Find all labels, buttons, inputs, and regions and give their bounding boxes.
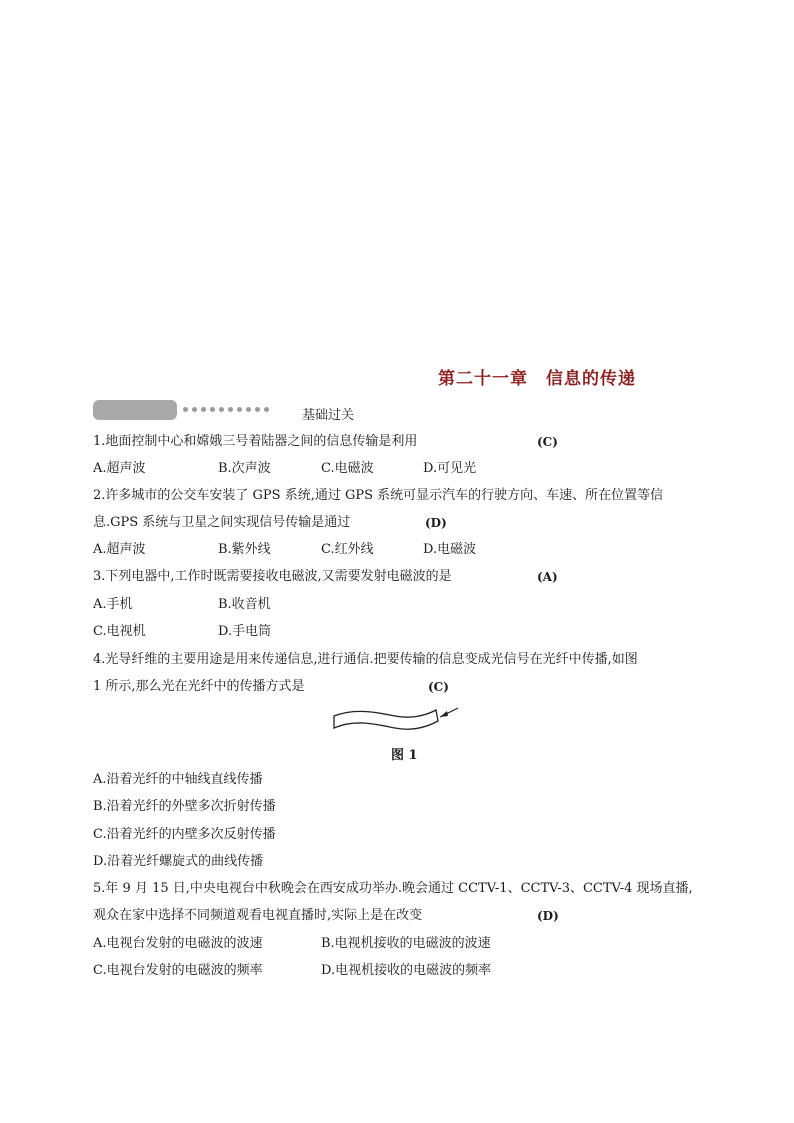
question-2-option-c: C.红外线: [321, 542, 374, 557]
question-4-option-a: A.沿着光纤的中轴线直线传播: [93, 772, 263, 787]
question-5-option-b: B.电视机接收的电磁波的波速: [321, 936, 491, 951]
optical-fiber-shape: [334, 710, 438, 729]
section-header-bar: [93, 400, 177, 420]
question-1-stem: 1.地面控制中心和嫦娥三号着陆器之间的信息传输是利用: [93, 434, 418, 449]
figure-caption: 图 1: [391, 748, 418, 763]
question-3-answer: (A): [537, 570, 558, 584]
question-5-option-c: C.电视台发射的电磁波的频率: [93, 963, 263, 978]
question-2-stem-line-2: 息.GPS 系统与卫星之间实现信号传输是通过: [93, 515, 351, 530]
question-4-option-d: D.沿着光纤螺旋式的曲线传播: [93, 854, 264, 869]
question-3-option-a: A.手机: [93, 597, 133, 612]
question-5-stem-line-2: 观众在家中选择不同频道观看电视直播时,实际上是在改变: [93, 908, 423, 923]
question-5-option-a: A.电视台发射的电磁波的波速: [93, 936, 263, 951]
question-4-answer: (C): [428, 680, 449, 694]
question-1-option-b: B.次声波: [218, 461, 271, 476]
question-2-answer: (D): [425, 516, 447, 530]
question-4-option-c: C.沿着光纤的内壁多次反射传播: [93, 827, 276, 842]
section-header-dots: [183, 407, 269, 412]
question-2-option-b: B.紫外线: [218, 542, 271, 557]
question-5-stem-line-1: 5.年 9 月 15 日,中央电视台中秋晚会在西安成功举办.晚会通过 CCTV-1、CCTV-3、CCTV-4 现场直播,: [93, 881, 693, 896]
question-3-stem: 3.下列电器中,工作时既需要接收电磁波,又需要发射电磁波的是: [93, 569, 452, 584]
question-5-answer: (D): [537, 909, 559, 923]
question-4-stem-line-1: 4.光导纤维的主要用途是用来传递信息,进行通信.把要传输的信息变成光信号在光纤中传播,如图: [93, 652, 638, 667]
question-4-option-b: B.沿着光纤的外壁多次折射传播: [93, 799, 276, 814]
question-2-option-a: A.超声波: [93, 542, 146, 557]
question-2-option-d: D.电磁波: [423, 542, 477, 557]
question-3-option-b: B.收音机: [218, 597, 271, 612]
question-3-option-d: D.手电筒: [218, 624, 272, 639]
question-5-option-d: D.电视机接收的电磁波的频率: [321, 963, 492, 978]
optical-fiber-figure: [330, 702, 465, 738]
question-1-answer: (C): [537, 435, 558, 449]
chapter-title: 第二十一章 信息的传递: [438, 369, 636, 389]
question-3-option-c: C.电视机: [93, 624, 146, 639]
question-2-stem-line-1: 2.许多城市的公交车安装了 GPS 系统,通过 GPS 系统可显示汽车的行驶方向、车速、所在位置等信: [93, 488, 664, 503]
section-label: 基础过关: [302, 408, 355, 423]
question-1-option-a: A.超声波: [93, 461, 146, 476]
arrow-head-icon: [440, 711, 448, 717]
question-1-option-d: D.可见光: [423, 461, 477, 476]
question-1-option-c: C.电磁波: [321, 461, 374, 476]
question-4-stem-line-2: 1 所示,那么光在光纤中的传播方式是: [93, 679, 305, 694]
